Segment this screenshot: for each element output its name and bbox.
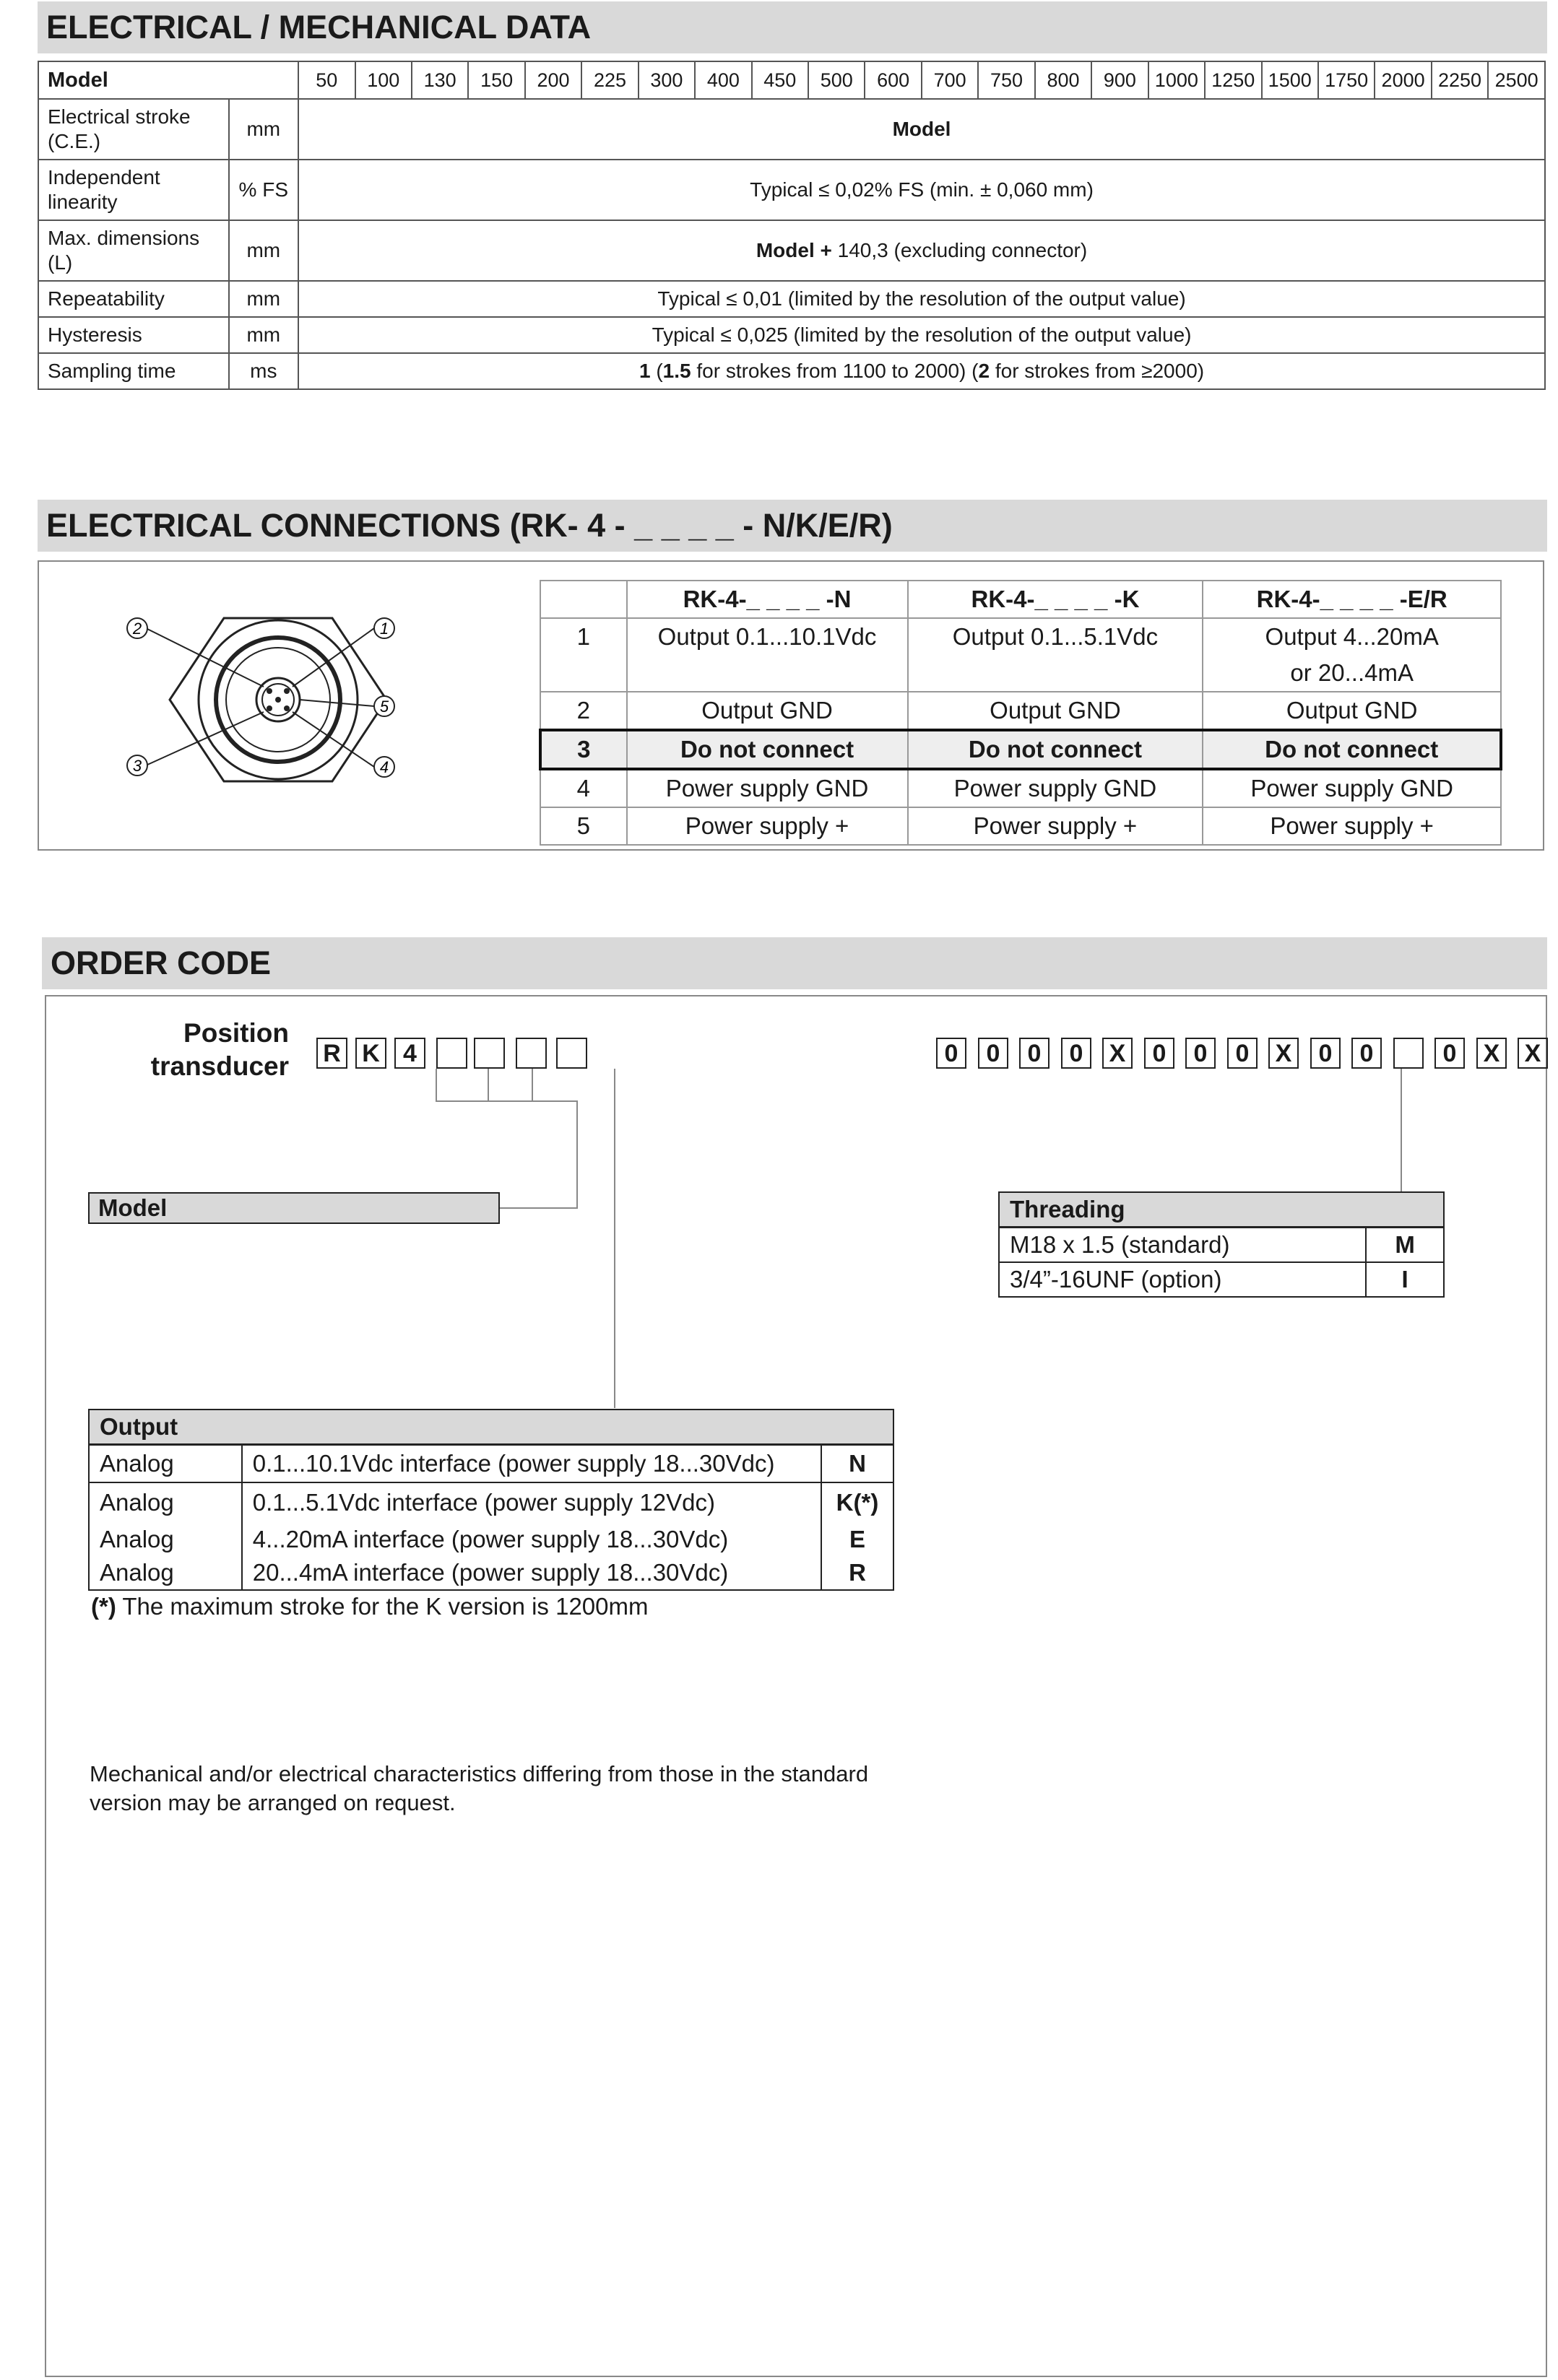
connections-cell-er: Do not connect (1203, 730, 1501, 769)
threading-table (998, 1191, 1445, 1298)
spec-model-value: 450 (752, 61, 808, 99)
spec-model-value: 2000 (1375, 61, 1431, 99)
sampling-part: for strokes from ≥2000) (990, 360, 1205, 382)
pin-label-1: 1 (379, 620, 389, 638)
output-note (91, 1593, 648, 1620)
spec-model-value: 200 (525, 61, 581, 99)
spec-model-value: 225 (581, 61, 638, 99)
connections-cell-pin: 5 (540, 807, 627, 845)
spec-model-value: 130 (412, 61, 468, 99)
threading-desc: 3/4”-16UNF (option) (1010, 1266, 1222, 1293)
order-code-box: 0 (1434, 1038, 1465, 1069)
order-code-box: 0 (1227, 1038, 1258, 1069)
spec-model-value: 1000 (1148, 61, 1205, 99)
sampling-part: 1 (639, 360, 651, 382)
spec-model-value: 300 (639, 61, 695, 99)
connections-header: RK-4-_ _ _ _ -N (627, 581, 908, 618)
spec-model-value: 800 (1035, 61, 1091, 99)
connections-cell-pin: 2 (540, 692, 627, 730)
output-desc: 4...20mA interface (power supply 18...30Vdc) (242, 1523, 821, 1556)
output-title: Output (89, 1410, 893, 1445)
order-code-box: 0 (1310, 1038, 1341, 1069)
spec-model-value: 400 (695, 61, 751, 99)
connections-cell-er: Power supply + (1203, 807, 1501, 845)
spec-model-value: 50 (298, 61, 355, 99)
connections-cell-er: Output 4...20mA (1203, 618, 1501, 655)
model-box (88, 1192, 500, 1224)
spec-row-label: Hysteresis (38, 317, 229, 353)
output-code: E (821, 1523, 893, 1556)
spec-row-label: Electrical stroke (C.E.) (38, 99, 229, 160)
spec-model-value: 1500 (1262, 61, 1318, 99)
threading-code: I (1366, 1262, 1444, 1297)
spec-row-label: Sampling time (38, 353, 229, 389)
order-code-box: 0 (1185, 1038, 1216, 1069)
order-code-box: 0 (936, 1038, 966, 1069)
order-code-box: X (1518, 1038, 1548, 1069)
spec-row-unit: mm (229, 281, 299, 317)
output-desc: 0.1...10.1Vdc interface (power supply 18...30Vdc) (242, 1445, 821, 1482)
spec-row-unit: mm (229, 99, 299, 160)
spec-model-value: 150 (468, 61, 524, 99)
spec-model-value: 1250 (1205, 61, 1261, 99)
connections-cell-n: Power supply + (627, 807, 908, 845)
output-code: N (821, 1445, 893, 1482)
threading-desc: M18 x 1.5 (standard) (999, 1228, 1366, 1263)
spec-row-unit: % FS (229, 160, 299, 220)
spec-row-label: Independent linearity (38, 160, 229, 220)
section-title-order-text: ORDER CODE (51, 944, 272, 981)
threading-header-row (999, 1192, 1444, 1228)
order-code-box: X (1102, 1038, 1133, 1069)
footer-note: Mechanical and/or electrical characteristics differing from those in the standard version may be arranged on request. (90, 1761, 869, 1815)
spec-row-value-bold: Model + (756, 239, 832, 261)
pin-label-4: 4 (379, 758, 389, 776)
order-code-box: X (1476, 1038, 1507, 1069)
spec-row-value-text: Typical ≤ 0,025 (limited by the resolution of the output value) (652, 323, 1192, 346)
output-type: Analog (100, 1558, 174, 1586)
order-label-line1: Position (183, 1018, 289, 1048)
connections-cell-pin: 3 (540, 730, 627, 769)
spec-model-value: 900 (1091, 61, 1148, 99)
output-row (89, 1556, 893, 1590)
output-header-row (89, 1410, 893, 1445)
pin-label-3: 3 (132, 757, 142, 775)
order-code-box: 0 (978, 1038, 1008, 1069)
connections-header: RK-4-_ _ _ _ -E/R (1203, 581, 1501, 618)
connections-cell-k: Do not connect (908, 730, 1203, 769)
connections-cell-pin: 1 (540, 618, 627, 655)
output-note-text: The maximum stroke for the K version is 1200mm (116, 1593, 649, 1620)
order-code-box: R (316, 1038, 347, 1069)
spec-row-unit: ms (229, 353, 299, 389)
output-row (89, 1482, 893, 1523)
connections-cell-n: Do not connect (627, 730, 908, 769)
pin-label-5: 5 (379, 698, 389, 716)
spec-model-value: 1750 (1318, 61, 1375, 99)
connections-cell-er: Output GND (1203, 692, 1501, 730)
output-type: Analog (100, 1525, 174, 1552)
connections-cell-k: Power supply + (908, 807, 1203, 845)
threading-row (999, 1262, 1444, 1297)
connections-header: RK-4-_ _ _ _ -K (908, 581, 1203, 618)
spec-model-value: 500 (808, 61, 865, 99)
connections-cell-pin: 4 (540, 769, 627, 807)
sampling-part: for strokes from 1100 to 2000) ( (691, 360, 979, 382)
spec-model-value: 600 (865, 61, 921, 99)
output-note-mark: (*) (91, 1593, 116, 1620)
order-code-box: X (1268, 1038, 1299, 1069)
connections-cell-k: Power supply GND (908, 769, 1203, 807)
output-row (89, 1523, 893, 1556)
output-desc: 20...4mA interface (power supply 18...30Vdc) (242, 1556, 821, 1590)
spec-model-label: Model (38, 61, 298, 99)
section-title-mech-text: ELECTRICAL / MECHANICAL DATA (46, 9, 592, 45)
output-type: Analog (89, 1445, 242, 1482)
spec-row-unit: mm (229, 317, 299, 353)
spec-row-value-text: Typical ≤ 0,01 (limited by the resolution of the output value) (657, 287, 1186, 310)
connections-cell-n: Power supply GND (627, 769, 908, 807)
threading-title: Threading (999, 1192, 1444, 1228)
order-code-box: K (355, 1038, 386, 1069)
sampling-part: ( (650, 360, 663, 382)
order-code-box: 0 (1351, 1038, 1382, 1069)
spec-model-value: 750 (978, 61, 1034, 99)
spec-model-value: 2500 (1488, 61, 1545, 99)
order-code-box: 0 (1144, 1038, 1174, 1069)
output-type: Analog (100, 1489, 174, 1516)
model-box-title: Model (98, 1194, 168, 1221)
output-table (88, 1409, 894, 1591)
connections-cell-er: or 20...4mA (1203, 655, 1501, 692)
threading-row (999, 1228, 1444, 1263)
order-label-line2: transducer (150, 1051, 289, 1081)
output-desc: 0.1...5.1Vdc interface (power supply 12Vdc) (242, 1482, 821, 1523)
output-row (89, 1445, 893, 1482)
order-code-box: 4 (394, 1038, 425, 1069)
connections-cell-n: Output 0.1...10.1Vdc (627, 618, 908, 655)
spec-row-value-text: Typical ≤ 0,02% FS (min. ± 0,060 mm) (750, 178, 1094, 201)
connections-cell-n: Output GND (627, 692, 908, 730)
sampling-part: 1.5 (662, 360, 691, 382)
spec-row-label: Max. dimensions (L) (38, 220, 229, 281)
threading-code: M (1366, 1228, 1444, 1263)
spec-model-value: 700 (922, 61, 978, 99)
output-code: K(*) (821, 1482, 893, 1523)
spec-row-label: Repeatability (38, 281, 229, 317)
connections-cell-k: Output 0.1...5.1Vdc (908, 618, 1203, 655)
order-code-box: 0 (1061, 1038, 1091, 1069)
spec-row-value-bold: Model (892, 118, 951, 140)
pin-label-2: 2 (132, 620, 142, 638)
connections-cell-k: Output GND (908, 692, 1203, 730)
spec-row-unit: mm (229, 220, 299, 281)
output-code: R (821, 1556, 893, 1590)
connections-cell-er: Power supply GND (1203, 769, 1501, 807)
section-title-conn-text: ELECTRICAL CONNECTIONS (RK- 4 - _ _ _ _ - N/K/E/R) (46, 507, 893, 544)
order-code-box: 0 (1019, 1038, 1050, 1069)
spec-model-value: 100 (355, 61, 412, 99)
spec-row-value-text: 140,3 (excluding connector) (831, 239, 1088, 261)
sampling-part: 2 (978, 360, 990, 382)
spec-model-value: 2250 (1432, 61, 1488, 99)
